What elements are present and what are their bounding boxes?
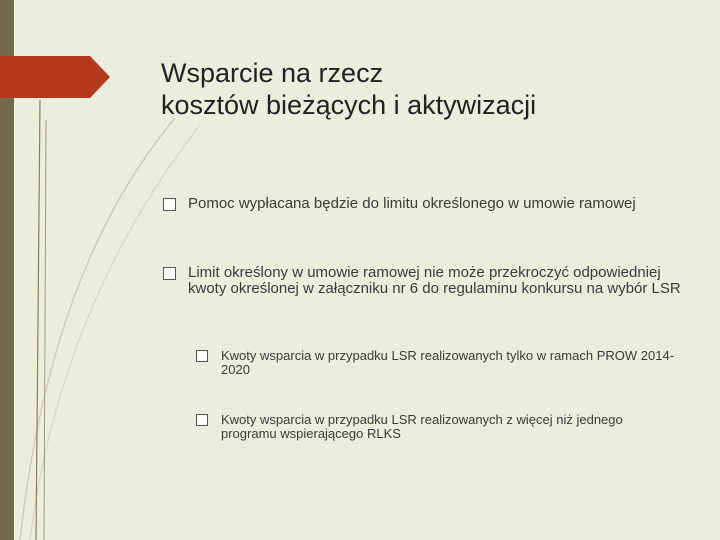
sub-bullet-item [196, 349, 676, 377]
checkbox-bullet-icon [196, 414, 208, 426]
checkbox-bullet-icon [163, 267, 176, 280]
arrow-accent-shape [0, 56, 110, 98]
bullet-text: Limit określony w umowie ramowej nie może przekroczyć odpowiedniej kwoty określonej w załączniku nr 6 do regulaminu konkursu na wybór LSR [188, 264, 681, 297]
checkbox-bullet-icon [196, 350, 208, 362]
bullet-item [163, 265, 683, 297]
slide-title [161, 57, 681, 121]
sub-bullet-text: Kwoty wsparcia w przypadku LSR realizowanych tylko w ramach PROW 2014-2020 [221, 348, 675, 377]
sub-bullet-item [196, 413, 676, 441]
sub-bullet-text: Kwoty wsparcia w przypadku LSR realizowanych z więcej niż jednego programu wspierającego RLKS [221, 412, 623, 441]
slide-title-line-2: kosztów bieżących i aktywizacji [161, 90, 537, 120]
bullet-item [163, 196, 683, 212]
checkbox-bullet-icon [163, 198, 176, 211]
slide-title-line-1: Wsparcie na rzecz [161, 58, 384, 88]
bullet-text: Pomoc wypłacana będzie do limitu określonego w umowie ramowej [188, 195, 636, 212]
